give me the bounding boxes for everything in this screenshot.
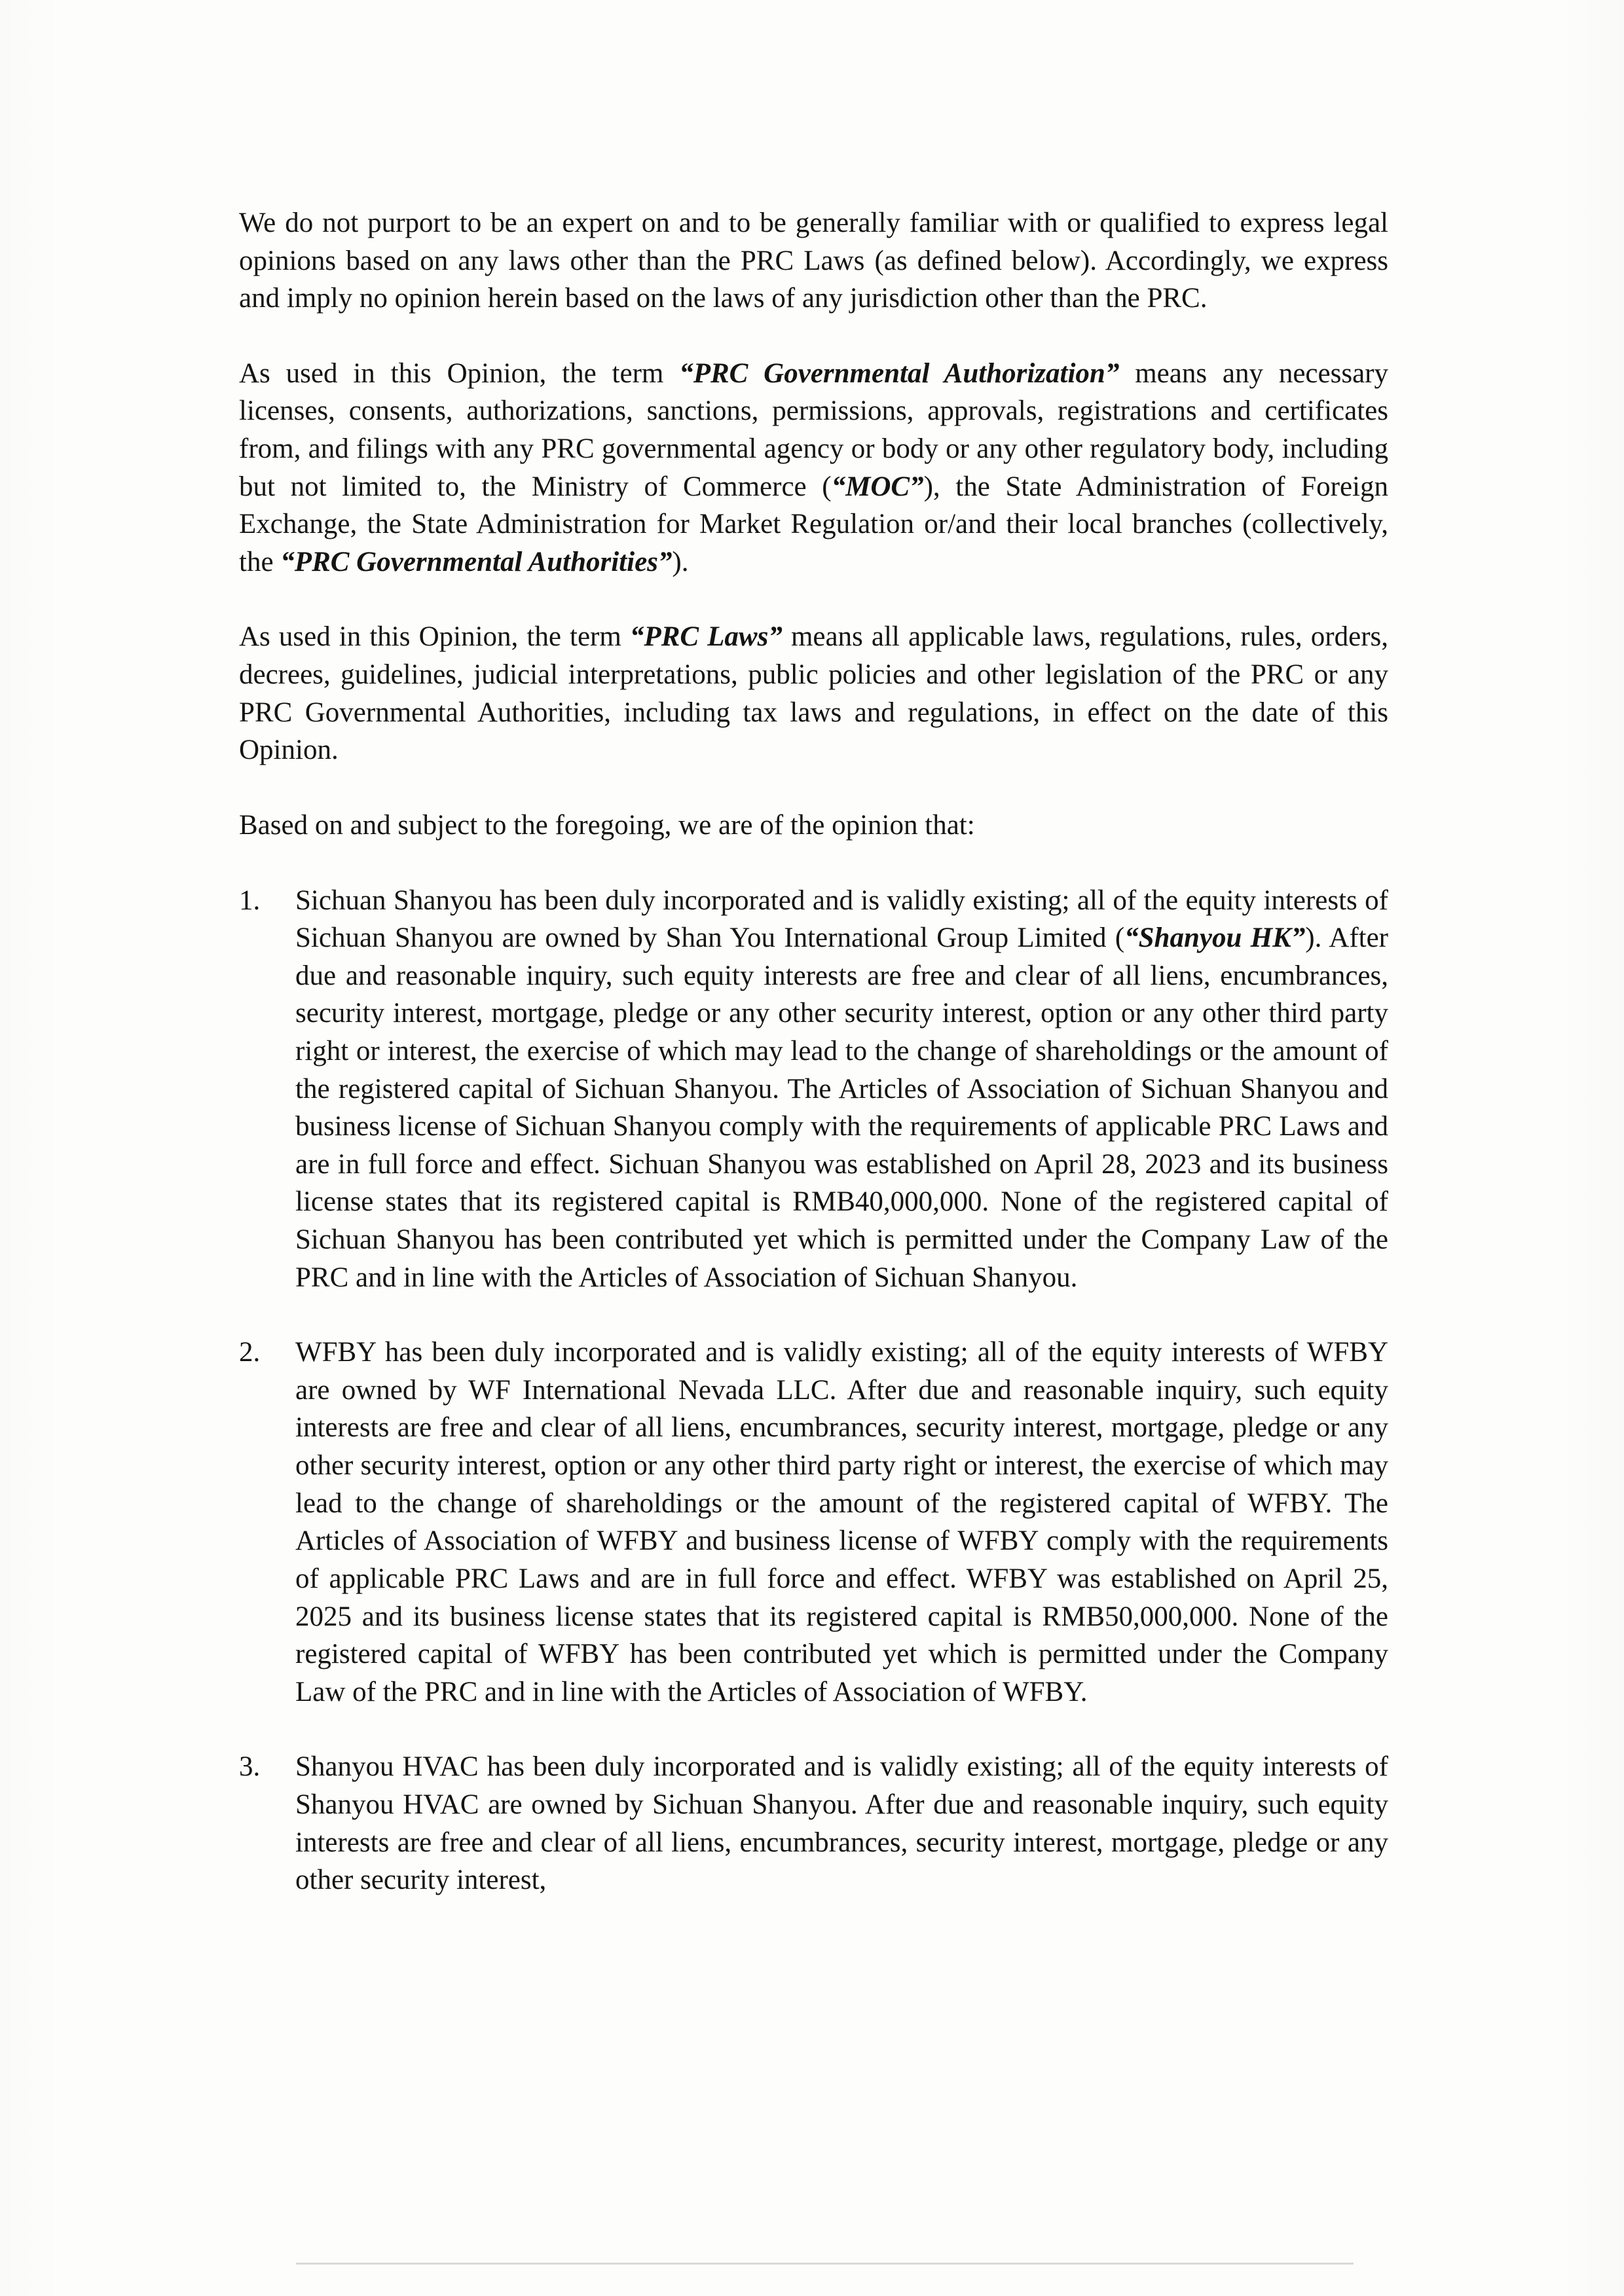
paragraph: [239, 807, 1388, 845]
text-segment: As used in this Opinion, the term: [239, 621, 630, 653]
text-segment: ), the State Administration of Foreign Exchange, the State Administration for Market Regulation or/and their local branches (collectively, the: [239, 471, 1388, 577]
defined-term: “Shanyou HK”: [1124, 922, 1306, 954]
text-segment: ).: [672, 546, 689, 577]
list-item: [239, 1334, 1388, 1711]
list-item-number: 1.: [239, 884, 261, 916]
list-item: [239, 1748, 1388, 1899]
scan-artifact-line: [296, 2263, 1354, 2265]
text-segment: WFBY has been duly incorporated and is validly existing; all of the equity interests of WFBY are owned by WF International Nevada LLC. After due and reasonable inquiry, such equity interests are free and clear of all liens, encumbrances, security interest, mortgage, pledge or any other security interest, option or any other third party right or interest, the exercise of which may lead to the change of shareholdings or the amount of the registered capital of WFBY. The Articles of Association of WFBY and business license of WFBY comply with the requirements of applicable PRC Laws and are in full force and effect. WFBY was established on April 25, 2025 and its business license states that its registered capital is RMB50,000,000. None of the registered capital of WFBY has been contributed yet which is permitted under the Company Law of the PRC and in line with the Articles of Association of WFBY.: [295, 1337, 1388, 1707]
list-item-number: 2.: [239, 1337, 261, 1368]
text-segment: We do not purport to be an expert on and to be generally familiar with or qualified to express legal opinions based on any laws other than the PRC Laws (as defined below). Accordingly, we express and imply no opinion herein based on the laws of any jurisdiction other than the PRC.: [239, 208, 1388, 314]
text-segment: ). After due and reasonable inquiry, such equity interests are free and clear of all liens, encumbrances, security interest, mortgage, pledge or any other security interest, option or any other third party right or interest, the exercise of which may lead to the change of shareholdings or the amount of the registered capital of Sichuan Shanyou. The Articles of Association of Sichuan Shanyou and business license of Sichuan Shanyou comply with the requirements of applicable PRC Laws and are in full force and effect. Sichuan Shanyou was established on April 28, 2023 and its business license states that its registered capital is RMB40,000,000. None of the registered capital of Sichuan Shanyou has been contributed yet which is permitted under the Company Law of the PRC and in line with the Articles of Association of Sichuan Shanyou.: [295, 922, 1388, 1293]
document-body: [239, 204, 1388, 1937]
defined-term: “PRC Governmental Authorization”: [679, 357, 1120, 389]
text-segment: means any necessary licenses, consents, authorizations, sanctions, permissions, approvals, registrations and certificates from, and filings with any PRC governmental agency or body or any other regulatory body, including but not limited to, the Ministry of Commerce (: [239, 357, 1388, 502]
defined-term: “MOC”: [831, 471, 924, 502]
paragraph: [239, 355, 1388, 581]
text-segment: As used in this Opinion, the term: [239, 357, 680, 389]
defined-term: “PRC Laws”: [629, 621, 783, 653]
paragraph: [239, 618, 1388, 769]
list-item: [239, 882, 1388, 1297]
text-segment: Based on and subject to the foregoing, we are of the opinion that:: [239, 809, 975, 841]
list-item-number: 3.: [239, 1751, 261, 1783]
paragraph: [239, 204, 1388, 318]
text-segment: Shanyou HVAC has been duly incorporated and is validly existing; all of the equity interests of Shanyou HVAC are owned by Sichuan Shanyou. After due and reasonable inquiry, such equity interests are free and clear of all liens, encumbrances, security interest, mortgage, pledge or any other security interest,: [295, 1751, 1388, 1896]
text-segment: Sichuan Shanyou has been duly incorporated and is validly existing; all of the equity interests of Sichuan Shanyou are owned by Shan You International Group Limited (: [295, 884, 1388, 954]
text-segment: means all applicable laws, regulations, rules, orders, decrees, guidelines, judicial interpretations, public policies and other legislation of the PRC or any PRC Governmental Authorities, including tax laws and regulations, in effect on the date of this Opinion.: [239, 621, 1388, 766]
defined-term: “PRC Governmental Authorities”: [280, 546, 673, 577]
